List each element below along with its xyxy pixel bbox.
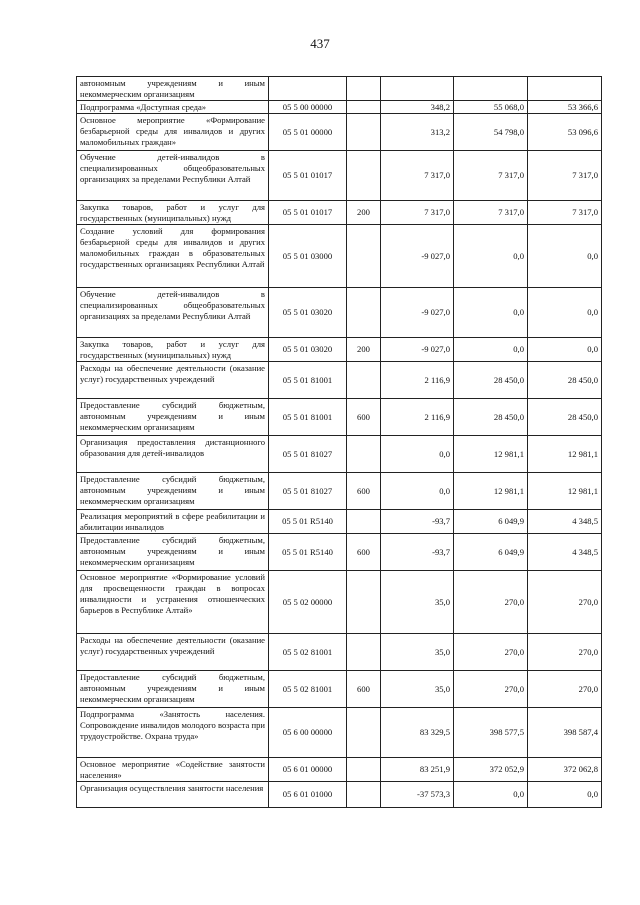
row-expense-type-cell xyxy=(347,288,381,338)
row-amount-1-cell: -93,7 xyxy=(381,510,454,534)
row-name-cell: Организация осуществления занятости населения xyxy=(77,782,269,808)
row-expense-type-cell xyxy=(347,151,381,201)
row-amount-2-cell: 7 317,0 xyxy=(454,201,528,225)
row-amount-1-cell: 313,2 xyxy=(381,114,454,151)
table-row xyxy=(77,399,602,436)
row-amount-3-cell: 270,0 xyxy=(528,634,602,671)
row-name-cell: Предоставление субсидий бюджетным, автономным учреждениям и иным некоммерческим организациям xyxy=(77,671,269,708)
row-amount-1-cell: -9 027,0 xyxy=(381,288,454,338)
row-code-cell: 05 5 01 R5140 xyxy=(269,510,347,534)
row-amount-3-cell: 7 317,0 xyxy=(528,201,602,225)
row-amount-2-cell: 7 317,0 xyxy=(454,151,528,201)
table-row xyxy=(77,77,602,101)
row-amount-3-cell: 270,0 xyxy=(528,671,602,708)
row-code-cell: 05 5 01 01017 xyxy=(269,201,347,225)
table-row xyxy=(77,436,602,473)
row-code-cell: 05 5 01 81027 xyxy=(269,473,347,510)
row-amount-1-cell: 35,0 xyxy=(381,671,454,708)
row-code-cell: 05 5 01 R5140 xyxy=(269,534,347,571)
table-row xyxy=(77,708,602,758)
row-code-cell: 05 5 01 01017 xyxy=(269,151,347,201)
row-code-cell: 05 6 00 00000 xyxy=(269,708,347,758)
row-expense-type-cell xyxy=(347,101,381,114)
row-amount-3-cell: 28 450,0 xyxy=(528,362,602,399)
table-row xyxy=(77,534,602,571)
row-amount-3-cell: 0,0 xyxy=(528,338,602,362)
row-amount-1-cell: 83 251,9 xyxy=(381,758,454,782)
row-amount-1-cell: 7 317,0 xyxy=(381,201,454,225)
row-amount-3-cell: 53 096,6 xyxy=(528,114,602,151)
row-code-cell: 05 6 01 00000 xyxy=(269,758,347,782)
table-row xyxy=(77,671,602,708)
row-name-cell: Создание условий для формирования безбарьерной среды для инвалидов и других маломобильных граждан в образовательных государственных организациях Республики Алтай xyxy=(77,225,269,288)
row-amount-3-cell: 4 348,5 xyxy=(528,534,602,571)
row-name-cell: Расходы на обеспечение деятельности (оказание услуг) государственных учреждений xyxy=(77,634,269,671)
row-amount-2-cell: 0,0 xyxy=(454,782,528,808)
row-code-cell: 05 5 02 81001 xyxy=(269,671,347,708)
row-amount-2-cell: 12 981,1 xyxy=(454,473,528,510)
row-amount-1-cell: 2 116,9 xyxy=(381,399,454,436)
row-code-cell: 05 5 01 00000 xyxy=(269,114,347,151)
row-amount-1-cell: 2 116,9 xyxy=(381,362,454,399)
row-code-cell: 05 5 02 00000 xyxy=(269,571,347,634)
row-amount-2-cell: 372 052,9 xyxy=(454,758,528,782)
row-name-cell: Расходы на обеспечение деятельности (оказание услуг) государственных учреждений xyxy=(77,362,269,399)
row-expense-type-cell: 600 xyxy=(347,399,381,436)
row-code-cell: 05 5 01 03020 xyxy=(269,288,347,338)
row-amount-2-cell: 28 450,0 xyxy=(454,362,528,399)
row-code-cell xyxy=(269,77,347,101)
row-expense-type-cell xyxy=(347,114,381,151)
table-row xyxy=(77,225,602,288)
row-name-cell: Предоставление субсидий бюджетным, автономным учреждениям и иным некоммерческим организациям xyxy=(77,534,269,571)
row-amount-3-cell: 398 587,4 xyxy=(528,708,602,758)
row-amount-1-cell: 83 329,5 xyxy=(381,708,454,758)
table-row xyxy=(77,571,602,634)
row-amount-3-cell: 0,0 xyxy=(528,225,602,288)
row-amount-1-cell: -93,7 xyxy=(381,534,454,571)
budget-table xyxy=(76,76,602,808)
table-row xyxy=(77,510,602,534)
row-amount-1-cell: 348,2 xyxy=(381,101,454,114)
row-name-cell: Закупка товаров, работ и услуг для государственных (муниципальных) нужд xyxy=(77,201,269,225)
row-name-cell: Предоставление субсидий бюджетным, автономным учреждениям и иным некоммерческим организациям xyxy=(77,399,269,436)
row-amount-1-cell: 35,0 xyxy=(381,571,454,634)
row-name-cell: Основное мероприятие «Содействие занятости населения» xyxy=(77,758,269,782)
row-code-cell: 05 5 01 81001 xyxy=(269,399,347,436)
row-expense-type-cell xyxy=(347,758,381,782)
table-row xyxy=(77,338,602,362)
row-expense-type-cell: 600 xyxy=(347,534,381,571)
row-amount-1-cell: 35,0 xyxy=(381,634,454,671)
row-amount-3-cell: 28 450,0 xyxy=(528,399,602,436)
row-amount-1-cell: 0,0 xyxy=(381,436,454,473)
row-expense-type-cell xyxy=(347,782,381,808)
row-expense-type-cell xyxy=(347,436,381,473)
row-code-cell: 05 6 01 01000 xyxy=(269,782,347,808)
row-code-cell: 05 5 01 03020 xyxy=(269,338,347,362)
row-name-cell: автономным учреждениям и иным некоммерческим организациям xyxy=(77,77,269,101)
row-expense-type-cell xyxy=(347,510,381,534)
table-body xyxy=(77,77,602,808)
table-row xyxy=(77,473,602,510)
row-name-cell: Закупка товаров, работ и услуг для государственных (муниципальных) нужд xyxy=(77,338,269,362)
row-expense-type-cell: 200 xyxy=(347,338,381,362)
row-amount-2-cell: 270,0 xyxy=(454,671,528,708)
table-row xyxy=(77,758,602,782)
table-row xyxy=(77,151,602,201)
row-amount-1-cell: -9 027,0 xyxy=(381,225,454,288)
row-expense-type-cell xyxy=(347,708,381,758)
row-name-cell: Реализация мероприятий в сфере реабилитации и абилитации инвалидов xyxy=(77,510,269,534)
row-amount-2-cell: 12 981,1 xyxy=(454,436,528,473)
table-row xyxy=(77,634,602,671)
row-amount-1-cell xyxy=(381,77,454,101)
row-name-cell: Подпрограмма «Доступная среда» xyxy=(77,101,269,114)
row-amount-1-cell: -9 027,0 xyxy=(381,338,454,362)
row-amount-3-cell: 12 981,1 xyxy=(528,473,602,510)
row-amount-1-cell: -37 573,3 xyxy=(381,782,454,808)
row-name-cell: Обучение детей-инвалидов в специализированных общеобразовательных организациях за пределами Республики Алтай xyxy=(77,151,269,201)
row-amount-2-cell xyxy=(454,77,528,101)
row-name-cell: Обучение детей-инвалидов в специализированных общеобразовательных организациях за пределами Республики Алтай xyxy=(77,288,269,338)
row-code-cell: 05 5 02 81001 xyxy=(269,634,347,671)
row-amount-3-cell: 7 317,0 xyxy=(528,151,602,201)
row-amount-3-cell: 0,0 xyxy=(528,288,602,338)
row-expense-type-cell xyxy=(347,362,381,399)
row-expense-type-cell: 600 xyxy=(347,671,381,708)
row-amount-2-cell: 28 450,0 xyxy=(454,399,528,436)
row-name-cell: Основное мероприятие «Формирование безбарьерной среды для инвалидов и других маломобильных граждан» xyxy=(77,114,269,151)
table-row xyxy=(77,114,602,151)
row-name-cell: Организация предоставления дистанционного образования для детей-инвалидов xyxy=(77,436,269,473)
row-amount-2-cell: 0,0 xyxy=(454,288,528,338)
row-amount-3-cell: 372 062,8 xyxy=(528,758,602,782)
row-amount-1-cell: 7 317,0 xyxy=(381,151,454,201)
row-code-cell: 05 5 00 00000 xyxy=(269,101,347,114)
row-code-cell: 05 5 01 03000 xyxy=(269,225,347,288)
page-number: 437 xyxy=(310,36,330,51)
row-amount-3-cell: 53 366,6 xyxy=(528,101,602,114)
row-amount-2-cell: 270,0 xyxy=(454,571,528,634)
row-amount-3-cell: 4 348,5 xyxy=(528,510,602,534)
row-amount-2-cell: 398 577,5 xyxy=(454,708,528,758)
table-row xyxy=(77,782,602,808)
row-amount-2-cell: 6 049,9 xyxy=(454,510,528,534)
row-name-cell: Основное мероприятие «Формирование условий для просвещенности граждан в вопросах инвалидности и устранения отношенческих барьеров в Республике Алтай» xyxy=(77,571,269,634)
row-code-cell: 05 5 01 81001 xyxy=(269,362,347,399)
row-code-cell: 05 5 01 81027 xyxy=(269,436,347,473)
table-row xyxy=(77,362,602,399)
row-amount-2-cell: 54 798,0 xyxy=(454,114,528,151)
row-name-cell: Подпрограмма «Занятость населения. Сопровождение инвалидов молодого возраста при трудоустройстве. Охрана труда» xyxy=(77,708,269,758)
row-amount-3-cell: 12 981,1 xyxy=(528,436,602,473)
row-expense-type-cell xyxy=(347,225,381,288)
row-expense-type-cell: 200 xyxy=(347,201,381,225)
table-row xyxy=(77,288,602,338)
row-amount-2-cell: 0,0 xyxy=(454,225,528,288)
row-amount-2-cell: 6 049,9 xyxy=(454,534,528,571)
row-expense-type-cell: 600 xyxy=(347,473,381,510)
row-amount-3-cell: 0,0 xyxy=(528,782,602,808)
row-expense-type-cell xyxy=(347,634,381,671)
table-row xyxy=(77,201,602,225)
table-row xyxy=(77,101,602,114)
row-expense-type-cell xyxy=(347,571,381,634)
row-amount-3-cell: 270,0 xyxy=(528,571,602,634)
row-amount-2-cell: 55 068,0 xyxy=(454,101,528,114)
row-expense-type-cell xyxy=(347,77,381,101)
row-name-cell: Предоставление субсидий бюджетным, автономным учреждениям и иным некоммерческим организациям xyxy=(77,473,269,510)
row-amount-3-cell xyxy=(528,77,602,101)
row-amount-1-cell: 0,0 xyxy=(381,473,454,510)
row-amount-2-cell: 0,0 xyxy=(454,338,528,362)
row-amount-2-cell: 270,0 xyxy=(454,634,528,671)
